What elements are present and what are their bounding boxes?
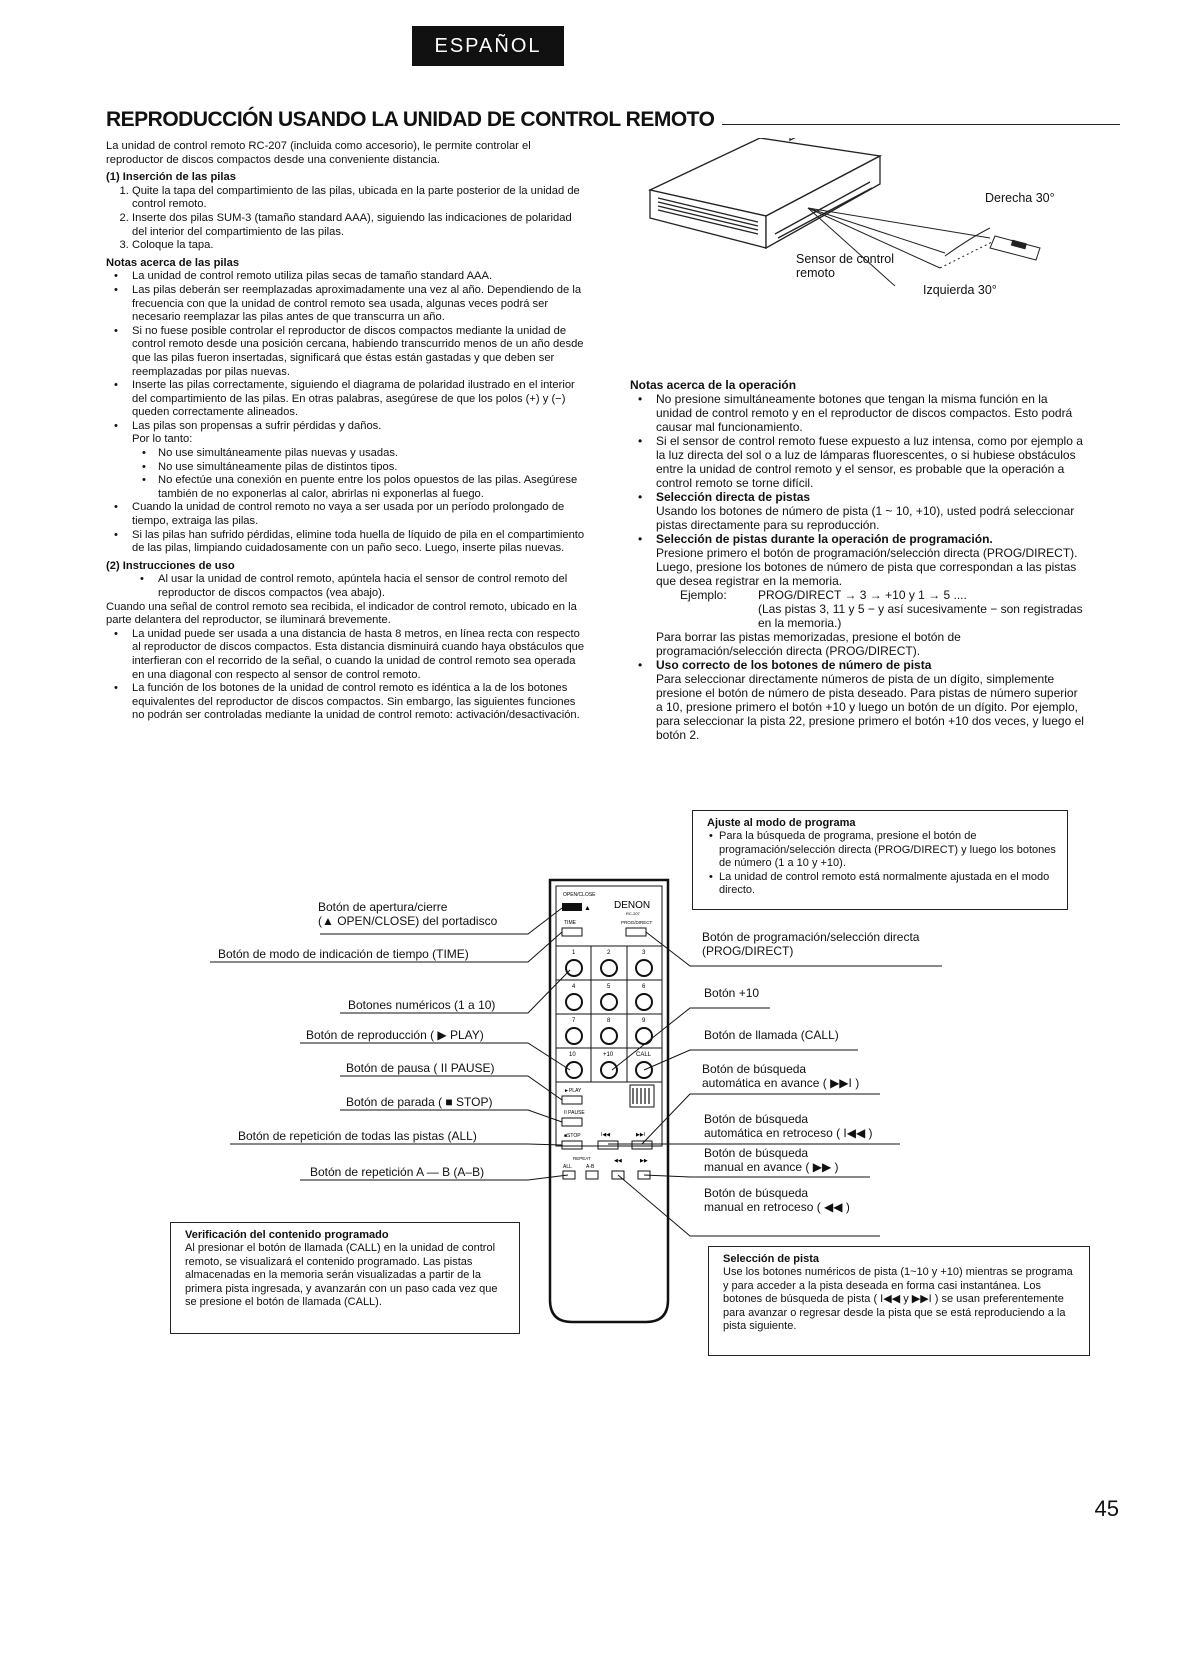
label-auto-reverse bbox=[704, 1112, 873, 1140]
all-key-label: ALL bbox=[563, 1164, 572, 1170]
prev-track-icon: I◀◀ bbox=[601, 1132, 611, 1138]
operation-notes bbox=[630, 374, 1085, 742]
box-title: Selección de pista bbox=[723, 1253, 819, 1265]
remote-brand: DENON bbox=[614, 900, 651, 911]
time-key-label: TIME bbox=[564, 920, 576, 926]
number-4-key[interactable] bbox=[566, 994, 582, 1010]
label-plus10: Botón +10 bbox=[704, 986, 760, 1000]
list-item: • La función de los botones de la unidad de control remoto es idéntica a la de los botones equivalentes del reproductor de discos compactos. Sin embargo, las siguientes funciones no podrán ser controladas mediante la unidad de control remoto: activación/desactivación. bbox=[132, 682, 586, 723]
label-line: (PROG/DIRECT) bbox=[702, 944, 794, 958]
next-track-icon: ▶▶I bbox=[636, 1132, 646, 1138]
operation-notes-list bbox=[630, 392, 1085, 742]
label-line: Botón de búsqueda bbox=[704, 1146, 809, 1160]
open-key-label: OPEN/CLOSE bbox=[563, 892, 596, 898]
label-line: manual en avance ( ▶▶ ) bbox=[704, 1160, 839, 1174]
label-line: Botón de búsqueda bbox=[704, 1186, 809, 1200]
plus-10-key[interactable] bbox=[601, 1062, 617, 1078]
track-selection-box bbox=[708, 1246, 1090, 1356]
list-item-text: Usando los botones de número de pista (1 ~ 10, +10), usted podrá seleccionar pistas directamente para su reproducción. bbox=[656, 504, 1075, 532]
label-line: automática en avance ( ▶▶I ) bbox=[702, 1076, 860, 1090]
right-30-label: Derecha 30° bbox=[985, 191, 1055, 205]
label-call: Botón de llamada (CALL) bbox=[704, 1028, 839, 1042]
label-line: Botón de apertura/cierre bbox=[318, 900, 448, 914]
list-item: • Si el sensor de control remoto fuese expuesto a luz intensa, como por ejemplo a la luz directa del sol o a luz de lámparas fluorescentes, o si hubiese obstáculos entre la unidad de control remoto y el sensor, es probable que la operación a control remoto se torne difícil. bbox=[656, 434, 1085, 490]
prog-key-label: PROG/DIRECT bbox=[621, 920, 653, 925]
page-title: REPRODUCCIÓN USANDO LA UNIDAD DE CONTROL REMOTO bbox=[106, 108, 715, 131]
list-item: • Inserte las pilas correctamente, siguiendo el diagrama de polaridad ilustrado en el interior del compartimiento de las pilas. En otras palabras, asegúrese de que los polos (+) y (−) queden correctamente alineados. bbox=[132, 379, 586, 420]
key-label: +10 bbox=[603, 1052, 614, 1058]
language-tab: ESPAÑOL bbox=[412, 26, 564, 66]
repeat-key-label: REPEAT bbox=[573, 1156, 591, 1161]
list-item bbox=[132, 420, 586, 502]
example-row bbox=[656, 588, 1085, 630]
battery-sub-list bbox=[132, 447, 586, 501]
open-close-key[interactable] bbox=[562, 903, 582, 911]
intro-text: La unidad de control remoto RC-207 (incluida como accesorio), le permite controlar el reproductor de discos compactos desde una conveniente distancia. bbox=[106, 140, 531, 166]
player-diagram bbox=[640, 138, 1110, 358]
rewind-icon: ◀◀ bbox=[614, 1158, 622, 1164]
battery-steps bbox=[106, 185, 586, 253]
verify-program-box bbox=[170, 1222, 520, 1334]
list-item-title: Selección de pistas durante la operación de programación. bbox=[656, 532, 993, 546]
play-key-label: ►PLAY bbox=[564, 1088, 582, 1094]
list-item-text: Para seleccionar directamente números de pista de un dígito, simplemente presione el botón de número de pista deseado. Para pistas de número superior a 10, presione primero el botón +10 y luego un botón de un dígito. Por ejemplo, para seleccionar la pista 22, presione primero el botón +10 dos veces, y luego el botón 2. bbox=[656, 672, 1084, 742]
list-item-title: Uso correcto de los botones de número de pista bbox=[656, 658, 932, 672]
list-item bbox=[656, 490, 1085, 532]
list-item: • Cuando la unidad de control remoto no vaya a ser usada por un período prolongado de tiempo, extraiga las pilas. bbox=[132, 501, 586, 528]
key-label: 2 bbox=[607, 950, 611, 956]
title-rule bbox=[722, 124, 1120, 125]
stop-key-label: ■STOP bbox=[564, 1133, 581, 1139]
eject-icon: ▲ bbox=[584, 905, 591, 912]
key-label: 4 bbox=[572, 984, 576, 990]
list-item: • Para la búsqueda de programa, presione el botón de programación/selección directa (PROG/DIRECT) y luego los botones de número (1 a 10 y +10). bbox=[719, 830, 1057, 870]
label-repeat-all: Botón de repetición de todas las pistas (ALL) bbox=[238, 1129, 477, 1143]
number-8-key[interactable] bbox=[601, 1028, 617, 1044]
list-item: • No presione simultáneamente botones que tengan la misma función en la unidad de control remoto y en el reproductor de discos compactos. Esto podrá causar mal funcionamiento. bbox=[656, 392, 1085, 434]
usage-list bbox=[106, 628, 586, 723]
label-line: (▲ OPEN/CLOSE) del portadisco bbox=[318, 914, 498, 928]
battery-notes-heading: Notas acerca de las pilas bbox=[106, 256, 240, 269]
left-30-label: Izquierda 30° bbox=[923, 283, 997, 297]
list-item: • La unidad de control remoto está normalmente ajustada en el modo directo. bbox=[719, 871, 1057, 898]
usage-para: Cuando una señal de control remoto sea recibida, el indicador de control remoto, ubicado en la parte delantera del reproductor, se iluminará brevemente. bbox=[106, 600, 577, 627]
erase-text: Para borrar las pistas memorizadas, presione el botón de programación/selección directa (PROG/DIRECT). bbox=[656, 630, 961, 658]
key-label: 7 bbox=[572, 1018, 576, 1024]
label-pause: Botón de pausa ( II PAUSE) bbox=[346, 1061, 495, 1075]
box-text: Al presionar el botón de llamada (CALL) en la unidad de control remoto, se visualizará el contenido programado. Las pistas almacenadas en la memoria serán visualizadas a partir de la primera pista ingresada, y avanzarán con un paso cada vez que se presione el botón de llamada (CALL). bbox=[185, 1242, 498, 1309]
key-label: 6 bbox=[642, 984, 646, 990]
key-label: CALL bbox=[636, 1052, 652, 1058]
remote-small-icon bbox=[990, 236, 1040, 260]
number-1-key[interactable] bbox=[566, 960, 582, 976]
list-item bbox=[656, 532, 1085, 658]
example-label: Ejemplo: bbox=[680, 588, 727, 602]
pause-key-label: II PAUSE bbox=[564, 1110, 585, 1116]
therefore-text: Por lo tanto: bbox=[132, 433, 193, 446]
label-line: manual en retroceso ( ◀◀ ) bbox=[704, 1200, 850, 1214]
key-label: 5 bbox=[607, 984, 611, 990]
key-label: 3 bbox=[642, 950, 646, 956]
label-prog-direct bbox=[702, 930, 919, 958]
label-manual-reverse bbox=[704, 1186, 850, 1214]
number-3-key[interactable] bbox=[636, 960, 652, 976]
list-item: • La unidad puede ser usada a una distancia de hasta 8 metros, en línea recta con respecto al reproductor de discos compactos. Esta distancia disminuirá cuando haya obstáculos que interfieran con el recorrido de la señal, o cuando la unidad de control remoto sea operada en una diagonal con respecto al sensor de control remoto. bbox=[132, 628, 586, 682]
page-number: 45 bbox=[1094, 1496, 1119, 1521]
cd-player-illustration bbox=[650, 138, 880, 248]
number-6-key[interactable] bbox=[636, 994, 652, 1010]
list-item: • Al usar la unidad de control remoto, apúntela hacia el sensor de control remoto del reproductor de discos compactos (vea abajo). bbox=[158, 573, 586, 600]
box-title: Ajuste al modo de programa bbox=[707, 817, 856, 829]
ab-key-label: A-B bbox=[586, 1164, 595, 1170]
list-item: • Si no fuese posible controlar el reproductor de discos compactos mediante la unidad de control remoto desde una posición cercana, habiendo transcurrido menos de un año desde que las pilas fueron insertadas, significará que éstas están gastadas y que deben ser reemplazadas por pilas nuevas. bbox=[132, 325, 586, 379]
list-item: • La unidad de control remoto utiliza pilas secas de tamaño standard AAA. bbox=[132, 270, 586, 284]
label-line: Botón de programación/selección directa bbox=[702, 930, 920, 944]
remote-model: RC-207 bbox=[626, 911, 640, 916]
list-item: • No use simultáneamente pilas de distintos tipos. bbox=[158, 461, 586, 475]
usage-first-list bbox=[106, 573, 586, 600]
label-play: Botón de reproducción ( ▶ PLAY) bbox=[306, 1028, 484, 1042]
list-item: • Las pilas deberán ser reemplazadas aproximadamente una vez al año. Dependiendo de la frecuencia con que la unidad de control remoto sea usada, algunas veces podrá ser necesario reemplazar las pilas antes de que transcurra un año. bbox=[132, 284, 586, 325]
list-item bbox=[656, 658, 1085, 742]
fast-forward-icon: ▶▶ bbox=[640, 1158, 648, 1164]
key-label: 1 bbox=[572, 950, 576, 956]
list-item: 1. Quite la tapa del compartimiento de las pilas, ubicada en la parte posterior de la unidad de control remoto. bbox=[132, 185, 586, 212]
operation-notes-heading: Notas acerca de la operación bbox=[630, 378, 797, 392]
label-auto-forward bbox=[702, 1062, 859, 1090]
number-10-key[interactable] bbox=[566, 1062, 582, 1078]
key-label: 10 bbox=[569, 1052, 576, 1058]
list-item: • Si las pilas han sufrido pérdidas, elimine toda huella de líquido de pila en el compartimiento de las pilas, limpiando cuidadosamente con un paño seco. Luego, inserte pilas nuevas. bbox=[132, 529, 586, 556]
number-5-key[interactable] bbox=[601, 994, 617, 1010]
list-item: 3. Coloque la tapa. bbox=[132, 239, 586, 253]
list-item: • No efectúe una conexión en puente entre los polos opuestos de las pilas. Asegúrese también de no exponerlas al calor, abrirlas ni exponerlas al fuego. bbox=[158, 474, 586, 501]
number-2-key[interactable] bbox=[601, 960, 617, 976]
label-manual-forward bbox=[704, 1146, 839, 1174]
sensor-label: Sensor de control remoto bbox=[796, 252, 894, 280]
number-7-key[interactable] bbox=[566, 1028, 582, 1044]
list-item-text: Las pilas son propensas a sufrir pérdidas y daños. bbox=[132, 419, 382, 432]
box-title: Verificación del contenido programado bbox=[185, 1229, 389, 1241]
label-line: Botón de búsqueda bbox=[702, 1062, 807, 1076]
list-item: 2. Inserte dos pilas SUM-3 (tamaño standard AAA), siguiendo las indicaciones de polaridad del interior del compartimiento de las pilas. bbox=[132, 212, 586, 239]
label-line: automática en retroceso ( I◀◀ ) bbox=[704, 1126, 873, 1140]
number-9-key[interactable] bbox=[636, 1028, 652, 1044]
example-note: (Las pistas 3, 11 y 5 − y así sucesivamente − son registradas en la memoria.) bbox=[758, 602, 1083, 630]
label-stop: Botón de parada ( ■ STOP) bbox=[346, 1095, 493, 1109]
key-label: 9 bbox=[642, 1018, 646, 1024]
section1-heading: (1) Inserción de las pilas bbox=[106, 171, 236, 184]
box-text: Use los botones numéricos de pista (1~10 y +10) mientras se programa y para acceder a la pista deseada en forma casi instantánea. Los botones de búsqueda de pista ( I◀◀ y ▶▶I ) se usan preferentemente para avanzar o regresar desde la pista que se está reproduciendo a la pista siguiente. bbox=[723, 1266, 1073, 1333]
example-sequence: PROG/DIRECT → 3 → +10 y 1 → 5 .... bbox=[758, 588, 967, 602]
battery-notes-list bbox=[106, 270, 586, 555]
label-numeric: Botones numéricos (1 a 10) bbox=[348, 998, 496, 1012]
list-item-title: Selección directa de pistas bbox=[656, 490, 811, 504]
list-item-text: Presione primero el botón de programación/selección directa (PROG/DIRECT). Luego, presione los botones de número de pista que correspondan a las pistas que desea registrar en la memoria. bbox=[656, 546, 1078, 588]
example-seq bbox=[758, 588, 1085, 630]
label-time: Botón de modo de indicación de tiempo (TIME) bbox=[218, 947, 469, 961]
left-column bbox=[106, 140, 586, 723]
label-line: Botón de búsqueda bbox=[704, 1112, 809, 1126]
label-repeat-ab: Botón de repetición A — B (A–B) bbox=[310, 1165, 485, 1179]
list-item: • No use simultáneamente pilas nuevas y usadas. bbox=[158, 447, 586, 461]
section2-heading: (2) Instrucciones de uso bbox=[106, 559, 235, 572]
label-open-close bbox=[318, 900, 528, 928]
key-label: 8 bbox=[607, 1018, 611, 1024]
